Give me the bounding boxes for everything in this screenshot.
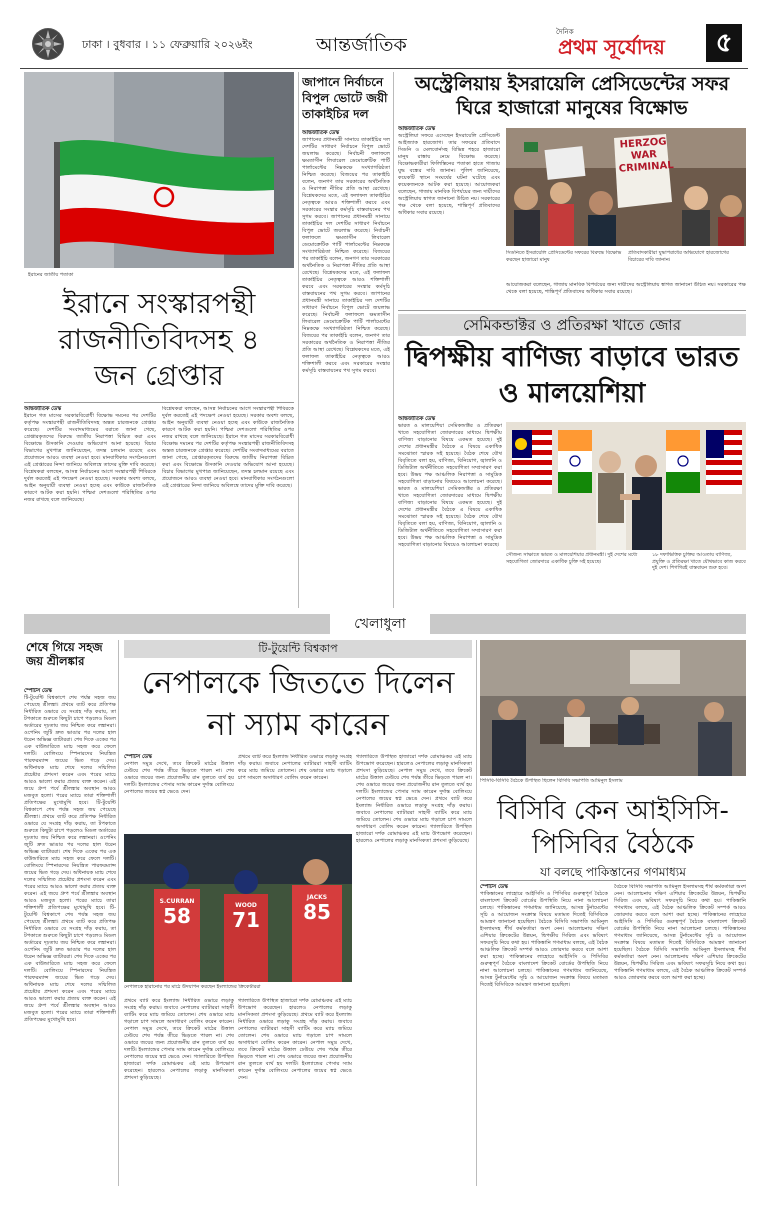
bcb-body-2b: পাকিস্তানের লাহোরে আইসিসি ও পিসিবির গুরুত্বপূর্ণ বৈঠকে বাংলাদেশ ক্রিকেট বোর্ডের উপস্থিতি নিয়ে নানা আলোচনা চলছে। পাকিস্তানের গণমাধ্যম জানিয়েছে, আসন্ন টুর্নামেন্টের সূচি ও আয়োজন সংক্রান্ত বিষয়ে মতামত দিতেই বিসিবিকে আমন্ত্রণ জানানো হয়েছিল। bbox=[614, 912, 746, 953]
srilanka-headline: শেষে গিয়ে সহজ জয় শ্রীলঙ্কার bbox=[26, 640, 103, 668]
bcb-body-1b: বৈঠকে বিসিবি সভাপতি আমিনুল ইসলামসহ শীর্ষ কর্মকর্তারা অংশ নেন। আলোচনায় দক্ষিণ এশিয়ার ক্রিকেটের উন্নয়ন, দ্বিপক্ষীয় সিরিজ এবং ভবিষ্যৎ সফরসূচি নিয়ে কথা হয়। পাকিস্তানি গণমাধ্যম বলছে, এই বৈঠক আঞ্চলিক ক্রিকেট সম্পর্ক আরও জোরদার করবে বলে আশা করা হচ্ছে। bbox=[480, 919, 608, 960]
sign-line-3: CRIMINAL bbox=[618, 159, 675, 175]
nepal-headline: নেপালকে জিততে দিলেন না স্যাম কারেন bbox=[141, 665, 455, 743]
iran-photo-caption: ইরানের জাতীয় পতাকা bbox=[28, 272, 74, 278]
malaysia-kicker: সেমিকন্ডাক্টর ও প্রতিরক্ষা খাতে জোর bbox=[463, 316, 681, 334]
nepal-kicker-bar bbox=[124, 640, 472, 658]
bcb-subhead: যা বলছে পাকিস্তানের গণমাধ্যম bbox=[540, 865, 686, 879]
jersey-3-name: JACKS bbox=[306, 894, 328, 901]
iran-body-col2 bbox=[162, 406, 294, 608]
iran-body-1b: বিশ্লেষকরা বলছেন, আসন্ন নির্বাচনের আগে সংস্কারপন্থী শিবিরকে দুর্বল করতেই এই পদক্ষেপ নেওয়া হয়েছে। সরকার অবশ্য বলছে, আইন অনুযায়ী ব্যবস্থা নেওয়া হচ্ছে এবং কাউকে রাজনৈতিক কারণে আটক করা হয়নি। পশ্চিমা দেশগুলো পরিস্থিতির ওপর নজর রাখছে বলে জানিয়েছে। bbox=[24, 469, 156, 503]
australia-body-2: আয়োজকরা বলেছেন, গাজায় মানবিক বিপর্যয়ের জন্য দায়ীদের অস্ট্রেলিয়ায় স্বাগত জানানো উচিত নয়। সরকারের পক্ষ থেকে বলা হয়েছে, শান্তিপূর্ণ প্রতিবাদের অধিকার সবার রয়েছে। bbox=[506, 282, 746, 295]
srilanka-body-3: টি-টুয়েন্টি বিশ্বকাপে শেষ পর্যন্ত সহজ জয় পেয়েছে শ্রীলঙ্কা। প্রথমে ব্যাট করে প্রতিপক্ষ নির্ধারিত ওভারে যে সংগ্রহ দাঁড় করায়, তা টপকাতে শুরুতে কিছুটা চাপে পড়লেও মিডল অর্ডারের দৃঢ়তায় জয় নিশ্চিত করে লঙ্কানরা। ওপেনিং জুটি দ্রুত ভাঙার পর দলের হাল ধরেন অভিজ্ঞ ব্যাটাররা। শেষ দিকে একের পর এক বাউন্ডারিতে ম্যাচ সহজ করে ফেলে দলটি। বোলিংয়ে স্পিনারদের নিয়ন্ত্রিত পারফরম্যান্স জয়ের ভিত গড়ে দেয়। অধিনায়ক ম্যাচ শেষে দলের সম্মিলিত প্রচেষ্টার প্রশংসা করেন এবং পরের ম্যাচে আরও ভালো করার প্রত্যয় ব্যক্ত করেন। এই জয়ে গ্রুপ পর্বে শ্রীলঙ্কার অবস্থান আরও মজবুত হলো। পরের ম্যাচে তারা শক্তিশালী প্রতিপক্ষের মুখোমুখি হবে। bbox=[24, 905, 116, 1023]
bcb-body-col1 bbox=[480, 884, 608, 1186]
srilanka-body bbox=[24, 688, 116, 1184]
srilanka-body-2: টি-টুয়েন্টি বিশ্বকাপে শেষ পর্যন্ত সহজ জয় পেয়েছে শ্রীলঙ্কা। প্রথমে ব্যাট করে প্রতিপক্ষ নির্ধারিত ওভারে যে সংগ্রহ দাঁড় করায়, তা টপকাতে শুরুতে কিছুটা চাপে পড়লেও মিডল অর্ডারের দৃঢ়তায় জয় নিশ্চিত করে লঙ্কানরা। ওপেনিং জুটি দ্রুত ভাঙার পর দলের হাল ধরেন অভিজ্ঞ ব্যাটাররা। শেষ দিকে একের পর এক বাউন্ডারিতে ম্যাচ সহজ করে ফেলে দলটি। বোলিংয়ে স্পিনারদের নিয়ন্ত্রিত পারফরম্যান্স জয়ের ভিত গড়ে দেয়। অধিনায়ক ম্যাচ শেষে দলের সম্মিলিত প্রচেষ্টার প্রশংসা করেন এবং পরের ম্যাচে আরও ভালো করার প্রত্যয় ব্যক্ত করেন। এই জয়ে গ্রুপ পর্বে শ্রীলঙ্কার অবস্থান আরও মজবুত হলো। পরের ম্যাচে তারা শক্তিশালী প্রতিপক্ষের মুখোমুখি হবে। bbox=[24, 800, 116, 911]
malaysia-desk: আন্তর্জাতিক ডেস্ক bbox=[398, 416, 436, 422]
nepal-body-4c: গ্যালারিতে উপস্থিত হাজারো দর্শক রোমাঞ্চকর এই ম্যাচ উপভোগ করেছেন। হারলেও নেপালের লড়াকু মানসিকতা প্রশংসা কুড়িয়েছে। bbox=[124, 1054, 234, 1081]
nepal-body-col2 bbox=[238, 754, 352, 832]
jersey-2-number: 71 bbox=[232, 908, 260, 932]
date-line: ঢাকা । বুধবার । ১১ ফেব্রুয়ারি ২০২৬ইং bbox=[82, 38, 253, 51]
srilanka-desk: স্পোর্টস ডেস্ক bbox=[24, 688, 52, 694]
malaysia-body-1: ভারত ও মালয়েশিয়া সেমিকন্ডাক্টর ও প্রতিরক্ষা খাতে সহযোগিতা জোরদারের মাধ্যমে দ্বিপক্ষীয় বাণিজ্য বাড়ানোর বিষয়ে একমত হয়েছে। দুই দেশের প্রধানমন্ত্রীর বৈঠকে এ বিষয়ে একাধিক সমঝোতা স্মারক সই হয়েছে। বৈঠক শেষে যৌথ বিবৃতিতে বলা হয়, বাণিজ্য, বিনিয়োগ, জ্বালানি ও ডিজিটাল অর্থনীতিতে সহযোগিতা সম্প্রসারণ করা হবে। উভয় পক্ষ আঞ্চলিক নিরাপত্তা ও সামুদ্রিক সহযোগিতা বাড়ানোর বিষয়েও আলোচনা করেছে। bbox=[398, 423, 502, 485]
jersey-2-name: WOOD bbox=[235, 902, 257, 909]
iran-desk: আন্তর্জাতিক ডেস্ক bbox=[24, 406, 62, 412]
nepal-body-3: গ্যালারিতে উপস্থিত হাজারো দর্শক রোমাঞ্চকর এই ম্যাচ উপভোগ করেছেন। হারলেও নেপালের লড়াকু মানসিকতা প্রশংসা কুড়িয়েছে। bbox=[356, 754, 472, 774]
bcb-headline: বিসিবি কেন আইসিসি-পিসিবির বৈঠকে bbox=[497, 796, 729, 860]
japan-desk: আন্তর্জাতিক ডেস্ক bbox=[302, 130, 340, 136]
srilanka-body-1: টি-টুয়েন্টি বিশ্বকাপে শেষ পর্যন্ত সহজ জয় পেয়েছে শ্রীলঙ্কা। প্রথমে ব্যাট করে প্রতিপক্ষ নির্ধারিত ওভারে যে সংগ্রহ দাঁড় করায়, তা টপকাতে শুরুতে কিছুটা চাপে পড়লেও মিডল অর্ডারের দৃঢ়তায় জয় নিশ্চিত করে লঙ্কানরা। ওপেনিং জুটি দ্রুত ভাঙার পর দলের হাল ধরেন অভিজ্ঞ ব্যাটাররা। শেষ দিকে একের পর এক বাউন্ডারিতে ম্যাচ সহজ করে ফেলে দলটি। বোলিংয়ে স্পিনারদের নিয়ন্ত্রিত পারফরম্যান্স জয়ের ভিত গড়ে দেয়। অধিনায়ক ম্যাচ শেষে দলের সম্মিলিত প্রচেষ্টার প্রশংসা করেন এবং পরের ম্যাচে আরও ভালো করার প্রত্যয় ব্যক্ত করেন। এই জয়ে গ্রুপ পর্বে শ্রীলঙ্কার অবস্থান আরও মজবুত হলো। পরের ম্যাচে তারা শক্তিশালী প্রতিপক্ষের মুখোমুখি হবে। bbox=[24, 695, 116, 806]
iran-body-2: বিশ্লেষকরা বলছেন, আসন্ন নির্বাচনের আগে সংস্কারপন্থী শিবিরকে দুর্বল করতেই এই পদক্ষেপ নেওয়া হয়েছে। সরকার অবশ্য বলছে, আইন অনুযায়ী ব্যবস্থা নেওয়া হচ্ছে এবং কাউকে রাজনৈতিক কারণে আটক করা হয়নি। পশ্চিমা দেশগুলো পরিস্থিতির ওপর নজর রাখছে বলে জানিয়েছে। bbox=[162, 406, 294, 440]
iran-body-2b: ইরানে গত মাসের সরকারবিরোধী বিক্ষোভ দমনের পর দেশটির কর্তৃপক্ষ সংস্কারপন্থী রাজনীতিবিদসহ অন্তত চারজনকে গ্রেপ্তার করেছে। দেশটির সংবাদমাধ্যমের বরাতে জানা গেছে, গ্রেপ্তারকৃতদের বিরুদ্ধে জাতীয় নিরাপত্তা বিঘ্নিত করা এবং বিক্ষোভে উসকানি দেওয়ার অভিযোগ আনা হয়েছে। বিচার বিভাগের মুখপাত্র জানিয়েছেন, তদন্ত চলমান রয়েছে এবং প্রয়োজনে আরও ব্যবস্থা নেওয়া হবে। মানবাধিকার সংগঠনগুলো এই গ্রেপ্তারের নিন্দা জানিয়ে অবিলম্বে তাদের মুক্তি দাবি করেছে। bbox=[162, 434, 294, 489]
malaysia-headline: দ্বিপক্ষীয় বাণিজ্য বাড়াবে ভারত ও মালয়েশিয়া bbox=[405, 342, 739, 409]
nepal-body-col3 bbox=[356, 754, 472, 1186]
japan-headline: জাপানে নির্বাচনে বিপুল ভোটে জয়ী তাকাইচির দল bbox=[302, 75, 388, 121]
nepal-body-3c: প্রথমে ব্যাট করে ইংল্যান্ড নির্ধারিত ওভারে লড়াকু সংগ্রহ দাঁড় করায়। জবাবে নেপালের ব্যাটাররা সাহসী ব্যাটিং করে ম্যাচ জমিয়ে তোলেন। শেষ ওভারে ম্যাচ গড়ালে চাপ সামলে অসাধারণ বোলিং করেন কারেন। bbox=[356, 796, 472, 830]
bcb-body-col2 bbox=[614, 884, 746, 1186]
nepal-body-col1b bbox=[124, 998, 234, 1186]
jersey-3 bbox=[292, 894, 342, 923]
england-players-photo bbox=[124, 834, 352, 982]
sports-section-label: খেলাধুলা bbox=[330, 614, 430, 634]
nepal-photo-caption: নেপালকে হারানোর পর মাঠে উদযাপন করছেন ইংল্যান্ডের ক্রিকেটাররা bbox=[124, 984, 261, 990]
jersey-1 bbox=[154, 898, 200, 927]
australia-body-1: অস্ট্রেলিয়া সফরে এসেছেন ইসরায়েলি প্রেসিডেন্ট আইজ্যাক হারজোগ। তার সফরের প্রতিবাদে সিডনি ও মেলবোর্নসহ বিভিন্ন শহরে হাজারো মানুষ রাস্তায় নেমে বিক্ষোভ করেছে। বিক্ষোভকারীরা ফিলিস্তিনের পতাকা হাতে গাজায় যুদ্ধ বন্ধের দাবি জানান। পুলিশ জানিয়েছে, কয়েকটি স্থানে সংঘর্ষের ঘটনা ঘটেছে এবং কয়েকজনকে আটক করা হয়েছে। bbox=[398, 133, 500, 188]
malaysia-leaders-photo bbox=[506, 422, 746, 550]
malaysia-side-text: ১৮ দফাভিত্তিক চুক্তির আওতায় বাণিজ্য, প্রযুক্তি ও প্রতিরক্ষা খাতে যৌথভাবে কাজ করবে দুই দেশ। শিগগিরই বাস্তবায়ন শুরু হবে। bbox=[652, 552, 746, 571]
bcb-body-2c: বৈঠকে বিসিবি সভাপতি আমিনুল ইসলামসহ শীর্ষ কর্মকর্তারা অংশ নেন। আলোচনায় দক্ষিণ এশিয়ার ক্রিকেটের উন্নয়ন, দ্বিপক্ষীয় সিরিজ এবং ভবিষ্যৎ সফরসূচি নিয়ে কথা হয়। পাকিস্তানি গণমাধ্যম বলছে, এই বৈঠক আঞ্চলিক ক্রিকেট সম্পর্ক আরও জোরদার করবে বলে আশা করা হচ্ছে। bbox=[614, 947, 746, 981]
nepal-body-3b: নেপাল সমুদ্র দেখে, তবে ক্রিকেট মাঠের উত্তাল ঢেউয়ে শেষ পর্যন্ত তীরে ভিড়তে পারল না। শেষ ওভারে জয়ের জন্য প্রয়োজনীয় রান তুলতে ব্যর্থ হয় দলটি। ইংল্যান্ডের পেসার স্যাম কারেন দুর্দান্ত বোলিংয়ে নেপালের জয়ের স্বপ্ন ভেঙে দেন। bbox=[356, 768, 472, 802]
jersey-1-name: S.CURRAN bbox=[159, 898, 195, 905]
japan-body-3: জাপানের প্রধানমন্ত্রী সানায়ে তাকাইচির দল দেশটির সাধারণ নির্বাচনে বিপুল ভোটে জয়লাভ করেছে। নির্বাচনী ফলাফলে ক্ষমতাসীন লিবারেল ডেমোক্রেটিক পার্টি পার্লামেন্টের নিম্নকক্ষে সংখ্যাগরিষ্ঠতা নিশ্চিত করেছে। বিজয়ের পর তাকাইচি বলেন, জনগণ তার সরকারের অর্থনৈতিক ও নিরাপত্তা নীতির প্রতি আস্থা রেখেছে। বিশ্লেষকদের মতে, এই ফলাফল তাকাইচির নেতৃত্বকে আরও শক্তিশালী করবে এবং সরকারের সংস্কার কর্মসূচি বাস্তবায়নের পথ সুগম করবে। bbox=[302, 291, 390, 374]
protest-sign-text bbox=[617, 136, 675, 176]
bcb-photo-caption: পিসিবি-বিসিবি বৈঠকে উপস্থিত ছিলেন বিসিবি সভাপতি আমিনুল ইসলাম bbox=[480, 778, 623, 784]
nepal-kicker: টি-টুয়েন্টি বিশ্বকাপ bbox=[258, 642, 338, 655]
japan-body-1: জাপানের প্রধানমন্ত্রী সানায়ে তাকাইচির দল দেশটির সাধারণ নির্বাচনে বিপুল ভোটে জয়লাভ করেছে। নির্বাচনী ফলাফলে ক্ষমতাসীন লিবারেল ডেমোক্রেটিক পার্টি পার্লামেন্টের নিম্নকক্ষে সংখ্যাগরিষ্ঠতা নিশ্চিত করেছে। বিজয়ের পর তাকাইচি বলেন, জনগণ তার সরকারের অর্থনৈতিক ও নিরাপত্তা নীতির প্রতি আস্থা রেখেছে। বিশ্লেষকদের মতে, এই ফলাফল তাকাইচির নেতৃত্বকে আরও শক্তিশালী করবে এবং সরকারের সংস্কার কর্মসূচি বাস্তবায়নের পথ সুগম করবে। bbox=[302, 137, 390, 220]
nepal-body-col1 bbox=[124, 754, 234, 832]
malaysia-body-col1 bbox=[398, 416, 502, 608]
sign-line-2: WAR bbox=[630, 149, 658, 162]
jersey-3-number: 85 bbox=[303, 900, 331, 924]
bcb-body-1c: পাকিস্তানের লাহোরে আইসিসি ও পিসিবির গুরুত্বপূর্ণ বৈঠকে বাংলাদেশ ক্রিকেট বোর্ডের উপস্থিতি নিয়ে নানা আলোচনা চলছে। পাকিস্তানের গণমাধ্যম জানিয়েছে, আসন্ন টুর্নামেন্টের সূচি ও আয়োজন সংক্রান্ত বিষয়ে মতামত দিতেই বিসিবিকে আমন্ত্রণ জানানো হয়েছিল। bbox=[480, 954, 608, 988]
malaysia-body-1b: ভারত ও মালয়েশিয়া সেমিকন্ডাক্টর ও প্রতিরক্ষা খাতে সহযোগিতা জোরদারের মাধ্যমে দ্বিপক্ষীয় বাণিজ্য বাড়ানোর বিষয়ে একমত হয়েছে। দুই দেশের প্রধানমন্ত্রীর বৈঠকে এ বিষয়ে একাধিক সমঝোতা স্মারক সই হয়েছে। বৈঠক শেষে যৌথ বিবৃতিতে বলা হয়, বাণিজ্য, বিনিয়োগ, জ্বালানি ও ডিজিটাল অর্থনীতিতে সহযোগিতা সম্প্রসারণ করা হবে। উভয় পক্ষ আঞ্চলিক নিরাপত্তা ও সামুদ্রিক সহযোগিতা বাড়ানোর বিষয়েও আলোচনা করেছে। bbox=[398, 486, 502, 548]
ornament-logo bbox=[32, 28, 64, 60]
japan-body bbox=[302, 130, 390, 608]
bcb-meeting-photo bbox=[480, 640, 746, 776]
nepal-body-4b: নেপাল সমুদ্র দেখে, তবে ক্রিকেট মাঠের উত্তাল ঢেউয়ে শেষ পর্যন্ত তীরে ভিড়তে পারল না। শেষ ওভারে জয়ের জন্য প্রয়োজনীয় রান তুলতে ব্যর্থ হয় দলটি। ইংল্যান্ডের পেসার স্যাম কারেন দুর্দান্ত বোলিংয়ে নেপালের জয়ের স্বপ্ন ভেঙে দেন। bbox=[124, 1026, 234, 1060]
iran-body-col1 bbox=[24, 406, 156, 608]
sign-line-1: HERZOG bbox=[619, 136, 667, 151]
nepal-desk: স্পোর্টস ডেস্ক bbox=[124, 754, 152, 760]
bcb-body-2: বৈঠকে বিসিবি সভাপতি আমিনুল ইসলামসহ শীর্ষ কর্মকর্তারা অংশ নেন। আলোচনায় দক্ষিণ এশিয়ার ক্রিকেটের উন্নয়ন, দ্বিপক্ষীয় সিরিজ এবং ভবিষ্যৎ সফরসূচি নিয়ে কথা হয়। পাকিস্তানি গণমাধ্যম বলছে, এই বৈঠক আঞ্চলিক ক্রিকেট সম্পর্ক আরও জোরদার করবে বলে আশা করা হচ্ছে। bbox=[614, 884, 746, 918]
australia-photo-caption: সিডনিতে ইসরায়েলি প্রেসিডেন্টের সফরের বিরুদ্ধে বিক্ষোভ করছেন হাজারো মানুষ bbox=[506, 250, 622, 263]
nepal-body-5b: প্রথমে ব্যাট করে ইংল্যান্ড নির্ধারিত ওভারে লড়াকু সংগ্রহ দাঁড় করায়। জবাবে নেপালের ব্যাটাররা সাহসী ব্যাটিং করে ম্যাচ জমিয়ে তোলেন। শেষ ওভারে ম্যাচ গড়ালে চাপ সামলে অসাধারণ বোলিং করেন কারেন। bbox=[238, 1012, 352, 1046]
malaysia-photo-caption: সৌজন্য সাক্ষাতে ভারত ও মালয়েশিয়ার প্রধানমন্ত্রী। দুই দেশের মধ্যে সহযোগিতা জোরদারে একাধিক চুক্তি সই হয়েছে। bbox=[506, 552, 638, 565]
nepal-body-1: নেপাল সমুদ্র দেখে, তবে ক্রিকেট মাঠের উত্তাল ঢেউয়ে শেষ পর্যন্ত তীরে ভিড়তে পারল না। শেষ ওভারে জয়ের জন্য প্রয়োজনীয় রান তুলতে ব্যর্থ হয় দলটি। ইংল্যান্ডের পেসার স্যাম কারেন দুর্দান্ত বোলিংয়ে নেপালের জয়ের স্বপ্ন ভেঙে দেন। bbox=[124, 761, 234, 795]
nepal-body-4: প্রথমে ব্যাট করে ইংল্যান্ড নির্ধারিত ওভারে লড়াকু সংগ্রহ দাঁড় করায়। জবাবে নেপালের ব্যাটাররা সাহসী ব্যাটিং করে ম্যাচ জমিয়ে তোলেন। শেষ ওভারে ম্যাচ গড়ালে চাপ সামলে অসাধারণ বোলিং করেন কারেন। bbox=[124, 998, 234, 1025]
bcb-body-1: পাকিস্তানের লাহোরে আইসিসি ও পিসিবির গুরুত্বপূর্ণ বৈঠকে বাংলাদেশ ক্রিকেট বোর্ডের উপস্থিতি নিয়ে নানা আলোচনা চলছে। পাকিস্তানের গণমাধ্যম জানিয়েছে, আসন্ন টুর্নামেন্টের সূচি ও আয়োজন সংক্রান্ত বিষয়ে মতামত দিতেই বিসিবিকে আমন্ত্রণ জানানো হয়েছিল। bbox=[480, 891, 608, 925]
jersey-2 bbox=[224, 902, 268, 931]
paper-name: প্রথম সূর্যোদয় bbox=[558, 35, 665, 59]
australia-body-col1 bbox=[398, 126, 500, 306]
iran-body-1: ইরানে গত মাসের সরকারবিরোধী বিক্ষোভ দমনের পর দেশটির কর্তৃপক্ষ সংস্কারপন্থী রাজনীতিবিদসহ অন্তত চারজনকে গ্রেপ্তার করেছে। দেশটির সংবাদমাধ্যমের বরাতে জানা গেছে, গ্রেপ্তারকৃতদের বিরুদ্ধে জাতীয় নিরাপত্তা বিঘ্নিত করা এবং বিক্ষোভে উসকানি দেওয়ার অভিযোগ আনা হয়েছে। বিচার বিভাগের মুখপাত্র জানিয়েছেন, তদন্ত চলমান রয়েছে এবং প্রয়োজনে আরও ব্যবস্থা নেওয়া হবে। মানবাধিকার সংগঠনগুলো এই গ্রেপ্তারের নিন্দা জানিয়ে অবিলম্বে তাদের মুক্তি দাবি করেছে। bbox=[24, 413, 156, 468]
nepal-body-3d: গ্যালারিতে উপস্থিত হাজারো দর্শক রোমাঞ্চকর এই ম্যাচ উপভোগ করেছেন। হারলেও নেপালের লড়াকু মানসিকতা প্রশংসা কুড়িয়েছে। bbox=[356, 824, 472, 844]
australia-caption-tail: প্রতিবাদকারীরা যুদ্ধাপরাধের অভিযোগে হারজোগের বিচারের দাবি জানান। bbox=[628, 250, 729, 263]
bcb-desk: স্পোর্টস ডেস্ক bbox=[480, 884, 508, 890]
section-title: আন্তর্জাতিক bbox=[316, 34, 407, 56]
jersey-1-number: 58 bbox=[163, 904, 191, 928]
malaysia-kicker-bar bbox=[398, 314, 746, 336]
australia-body-1b: আয়োজকরা বলেছেন, গাজায় মানবিক বিপর্যয়ের জন্য দায়ীদের অস্ট্রেলিয়ায় স্বাগত জানানো উচিত নয়। সরকারের পক্ষ থেকে বলা হয়েছে, শান্তিপূর্ণ প্রতিবাদের অধিকার সবার রয়েছে। bbox=[398, 182, 500, 216]
australia-desk: আন্তর্জাতিক ডেস্ক bbox=[398, 126, 436, 132]
australia-body-col2 bbox=[506, 282, 746, 308]
iran-flag-photo bbox=[24, 72, 294, 268]
masthead bbox=[20, 24, 748, 66]
iran-headline: ইরানে সংস্কারপন্থী রাজনীতিবিদসহ ৪ জন গ্রেপ্তার bbox=[58, 287, 260, 392]
japan-body-2: জাপানের প্রধানমন্ত্রী সানায়ে তাকাইচির দল দেশটির সাধারণ নির্বাচনে বিপুল ভোটে জয়লাভ করেছে। নির্বাচনী ফলাফলে ক্ষমতাসীন লিবারেল ডেমোক্রেটিক পার্টি পার্লামেন্টের নিম্নকক্ষে সংখ্যাগরিষ্ঠতা নিশ্চিত করেছে। বিজয়ের পর তাকাইচি বলেন, জনগণ তার সরকারের অর্থনৈতিক ও নিরাপত্তা নীতির প্রতি আস্থা রেখেছে। বিশ্লেষকদের মতে, এই ফলাফল তাকাইচির নেতৃত্বকে আরও শক্তিশালী করবে এবং সরকারের সংস্কার কর্মসূচি বাস্তবায়নের পথ সুগম করবে। bbox=[302, 214, 390, 297]
nepal-body-col2b bbox=[238, 998, 352, 1186]
australia-headline: অস্ট্রেলিয়ায় ইসরায়েলি প্রেসিডেন্টের সফর ঘিরে হাজারো মানুষের বিক্ষোভ bbox=[414, 73, 730, 119]
nepal-body-5: গ্যালারিতে উপস্থিত হাজারো দর্শক রোমাঞ্চকর এই ম্যাচ উপভোগ করেছেন। হারলেও নেপালের লড়াকু মানসিকতা প্রশংসা কুড়িয়েছে। bbox=[238, 998, 352, 1018]
page-number: ৫ bbox=[706, 24, 742, 62]
australia-protest-photo bbox=[506, 128, 746, 246]
nepal-body-2: প্রথমে ব্যাট করে ইংল্যান্ড নির্ধারিত ওভারে লড়াকু সংগ্রহ দাঁড় করায়। জবাবে নেপালের ব্যাটাররা সাহসী ব্যাটিং করে ম্যাচ জমিয়ে তোলেন। শেষ ওভারে ম্যাচ গড়ালে চাপ সামলে অসাধারণ বোলিং করেন কারেন। bbox=[238, 754, 352, 781]
paper-name-small: দৈনিক bbox=[556, 28, 574, 36]
nepal-body-5c: নেপাল সমুদ্র দেখে, তবে ক্রিকেট মাঠের উত্তাল ঢেউয়ে শেষ পর্যন্ত তীরে ভিড়তে পারল না। শেষ ওভারে জয়ের জন্য প্রয়োজনীয় রান তুলতে ব্যর্থ হয় দলটি। ইংল্যান্ডের পেসার স্যাম কারেন দুর্দান্ত বোলিংয়ে নেপালের জয়ের স্বপ্ন ভেঙে দেন। bbox=[238, 1040, 352, 1081]
